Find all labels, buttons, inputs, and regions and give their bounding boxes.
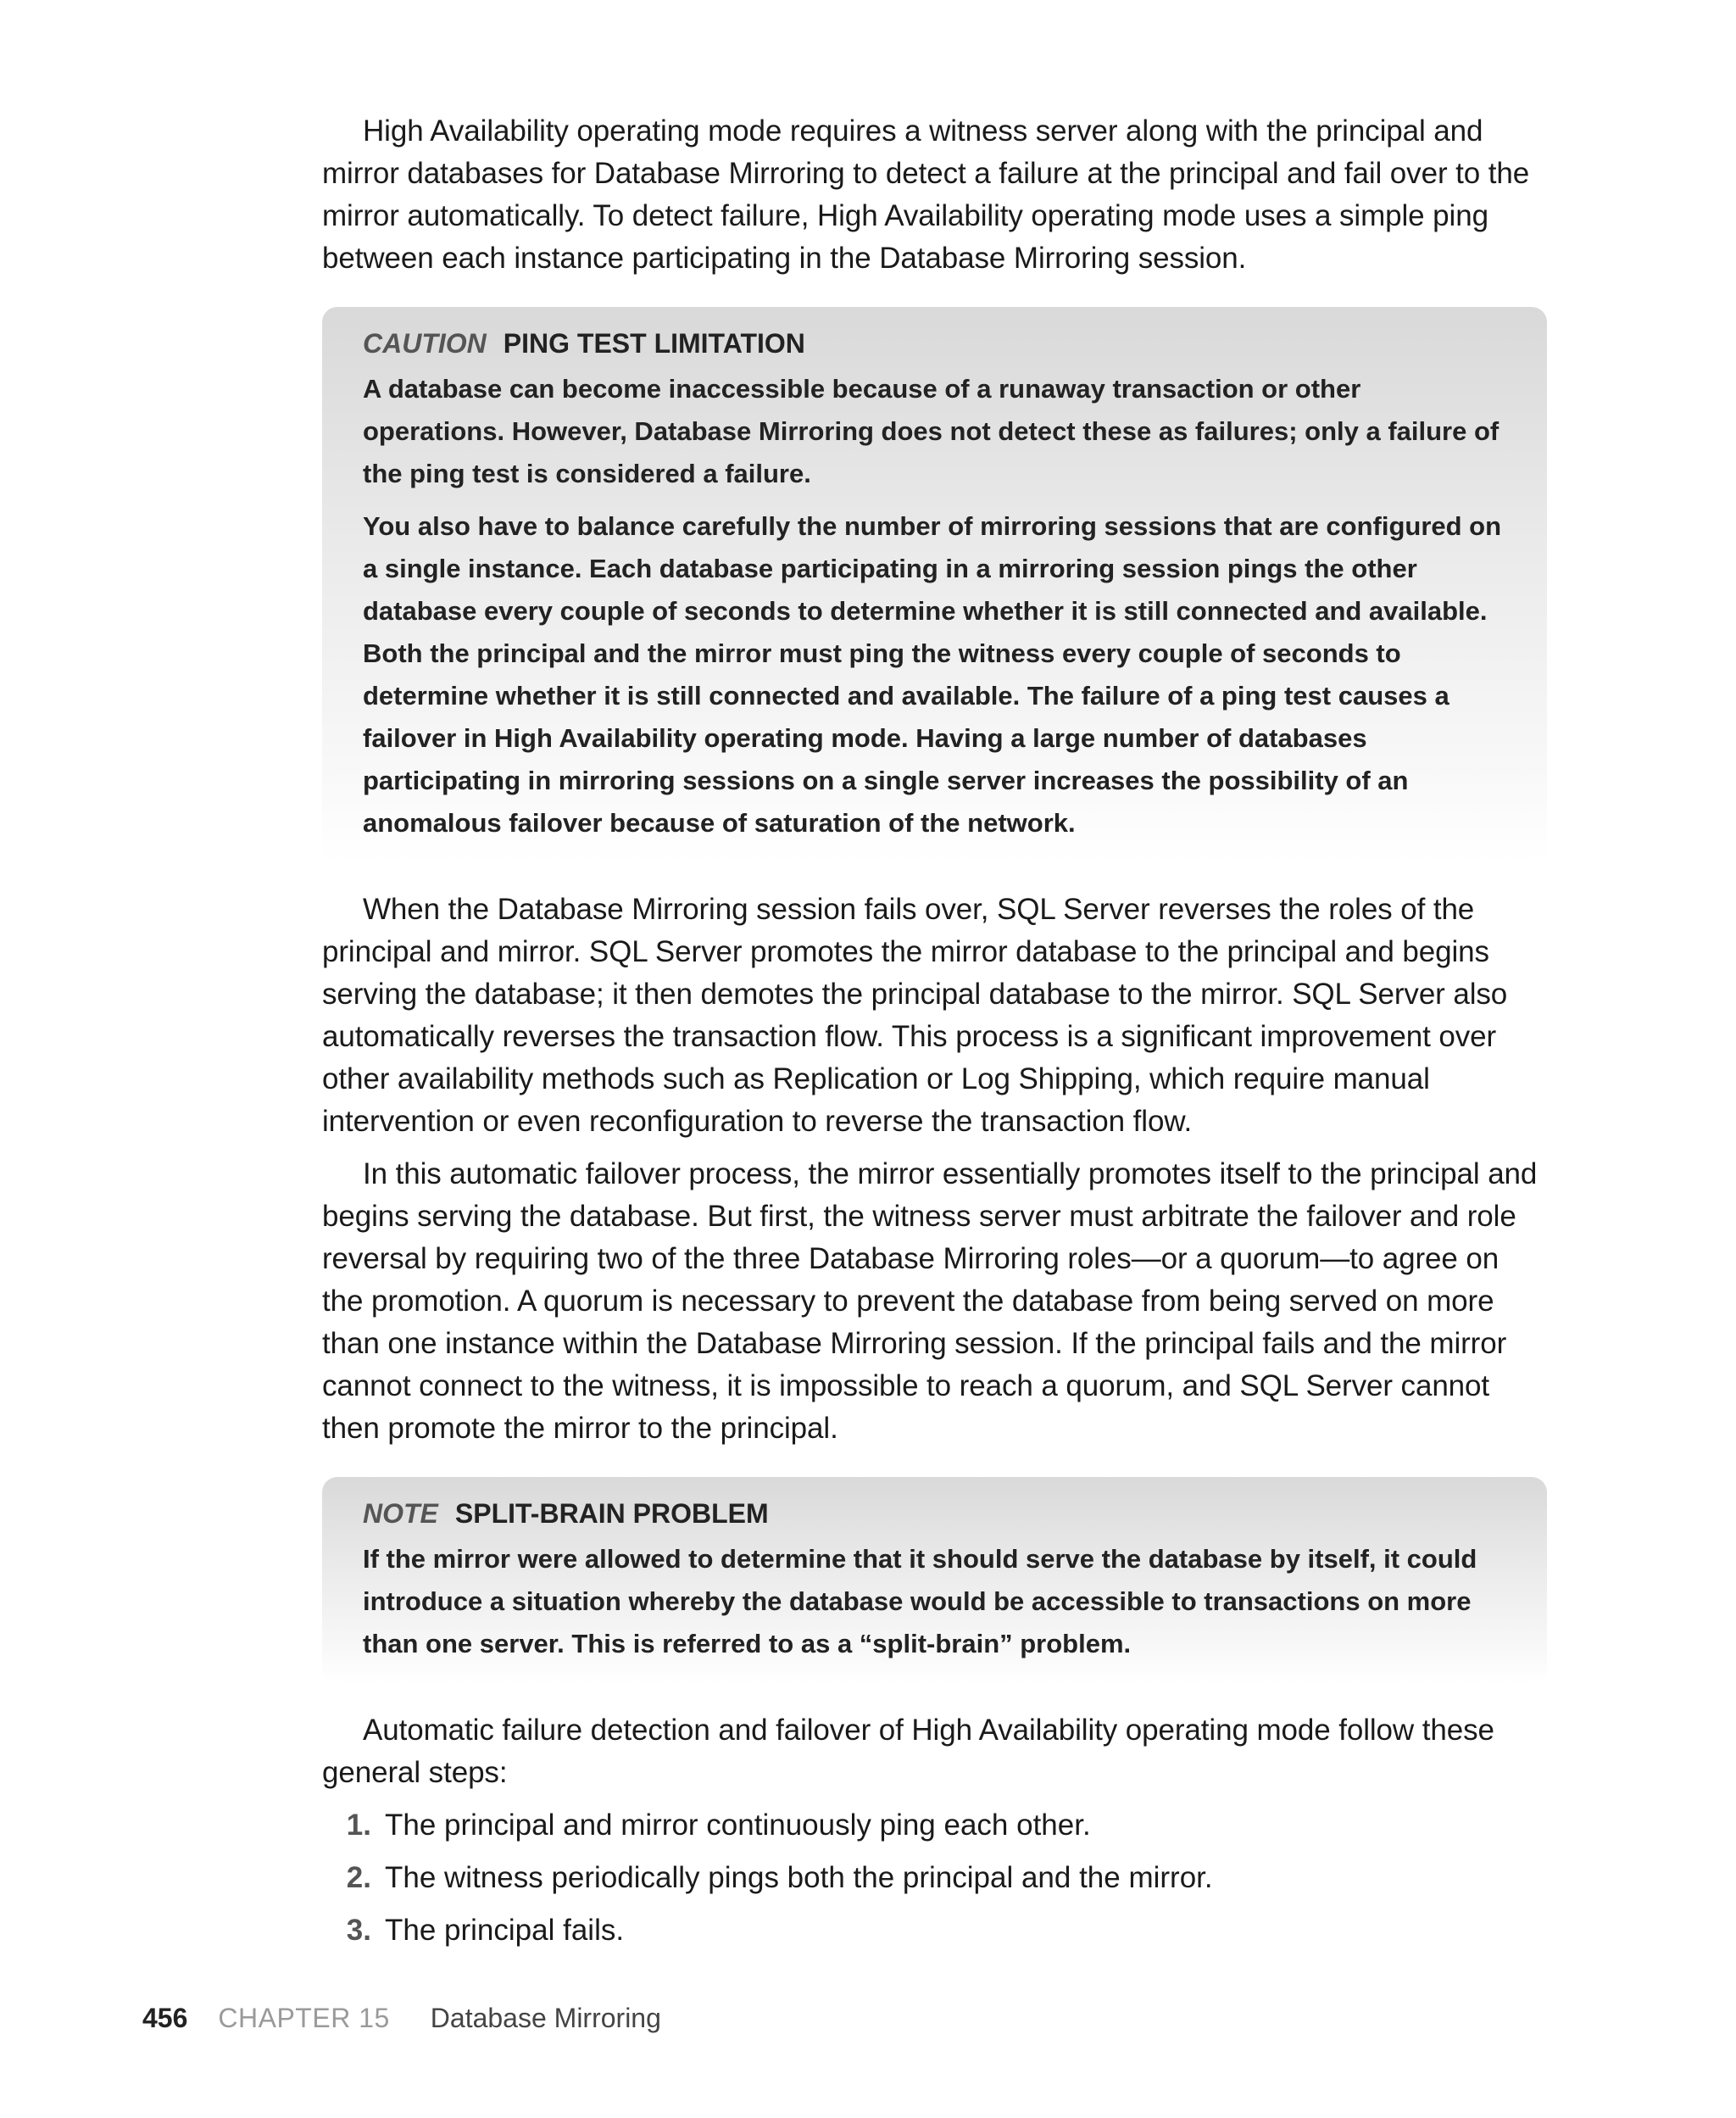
page-footer	[142, 1999, 661, 2037]
caution-tag: CAUTION	[363, 328, 487, 359]
body-paragraph: High Availability operating mode requires a witness server along with the principal and mirror databases for Database Mirroring to detect a failure at the principal and fail over to the mirror automatically. To detect failure, High Availability operating mode uses a simple ping between each instance participating in the Database Mirroring session.	[322, 114, 1530, 275]
page-content	[322, 110, 1547, 1962]
chapter-label: CHAPTER 15	[218, 2003, 390, 2033]
note-tag: NOTE	[363, 1498, 438, 1529]
note-box	[322, 1477, 1547, 1684]
note-heading	[363, 1492, 1506, 1535]
caution-paragraph: A database can become inaccessible because of a runaway transaction or other operations. However, Database Mirroring does not detect these as failures; only a failure of the ping test is considered a failure.	[363, 374, 1500, 488]
list-item	[322, 1804, 1547, 1847]
body-paragraph: In this automatic failover process, the mirror essentially promotes itself to the principal and begins serving the database. But first, the witness server must arbitrate the failover and role reversal by requiring two of the three Database Mirroring roles—or a quorum—to agree on the promotion. A quorum is necessary to prevent the database from being served on more than one instance within the Database Mirroring session. If the principal fails and the mirror cannot connect to the witness, it is impossible to reach a quorum, and SQL Server cannot then promote the mirror to the principal.	[322, 1157, 1538, 1445]
step-text: The witness periodically pings both the principal and the mirror.	[385, 1861, 1213, 1894]
note-paragraph: If the mirror were allowed to determine that it should serve the database by itself, it could introduce a situation whereby the database would be accessible to transactions on more than one server. This is referred to as a “split-brain” problem.	[363, 1544, 1477, 1658]
page-number: 456	[142, 2003, 188, 2033]
caution-heading	[363, 322, 1506, 365]
step-text: The principal and mirror continuously ping each other.	[385, 1809, 1091, 1842]
section-title: Database Mirroring	[430, 2003, 661, 2033]
step-text: The principal fails.	[385, 1914, 625, 1947]
step-number: 1.	[346, 1809, 371, 1842]
caution-box	[322, 307, 1547, 863]
body-paragraph: When the Database Mirroring session fails over, SQL Server reverses the roles of the principal and mirror. SQL Server promotes the mirror database to the principal and begins serving the database; it then demotes the principal database to the mirror. SQL Server also automatically reverses the transaction flow. This process is a significant improvement over other availability methods such as Replication or Log Shipping, which require manual intervention or even reconfiguration to reverse the transaction flow.	[322, 893, 1508, 1138]
list-item	[322, 1857, 1547, 1899]
body-paragraph: Automatic failure detection and failover of High Availability operating mode follow these general steps:	[322, 1714, 1494, 1789]
step-number: 3.	[346, 1914, 371, 1947]
note-title: SPLIT-BRAIN PROBLEM	[454, 1498, 769, 1529]
steps-list	[322, 1804, 1547, 1952]
caution-title: PING TEST LIMITATION	[503, 328, 805, 359]
step-number: 2.	[346, 1861, 371, 1894]
caution-paragraph: You also have to balance carefully the number of mirroring sessions that are configured on a single instance. Each database participating in a mirroring session pings the other database every couple of seconds to determine whether it is still connected and available. Both the principal and the mirror must ping the witness every couple of seconds to determine whether it is still connected and available. The failure of a ping test causes a failover in High Availability operating mode. Having a large number of databases participating in mirroring sessions on a single server increases the possibility of an anomalous failover because of saturation of the network.	[363, 511, 1502, 838]
list-item	[322, 1909, 1547, 1952]
